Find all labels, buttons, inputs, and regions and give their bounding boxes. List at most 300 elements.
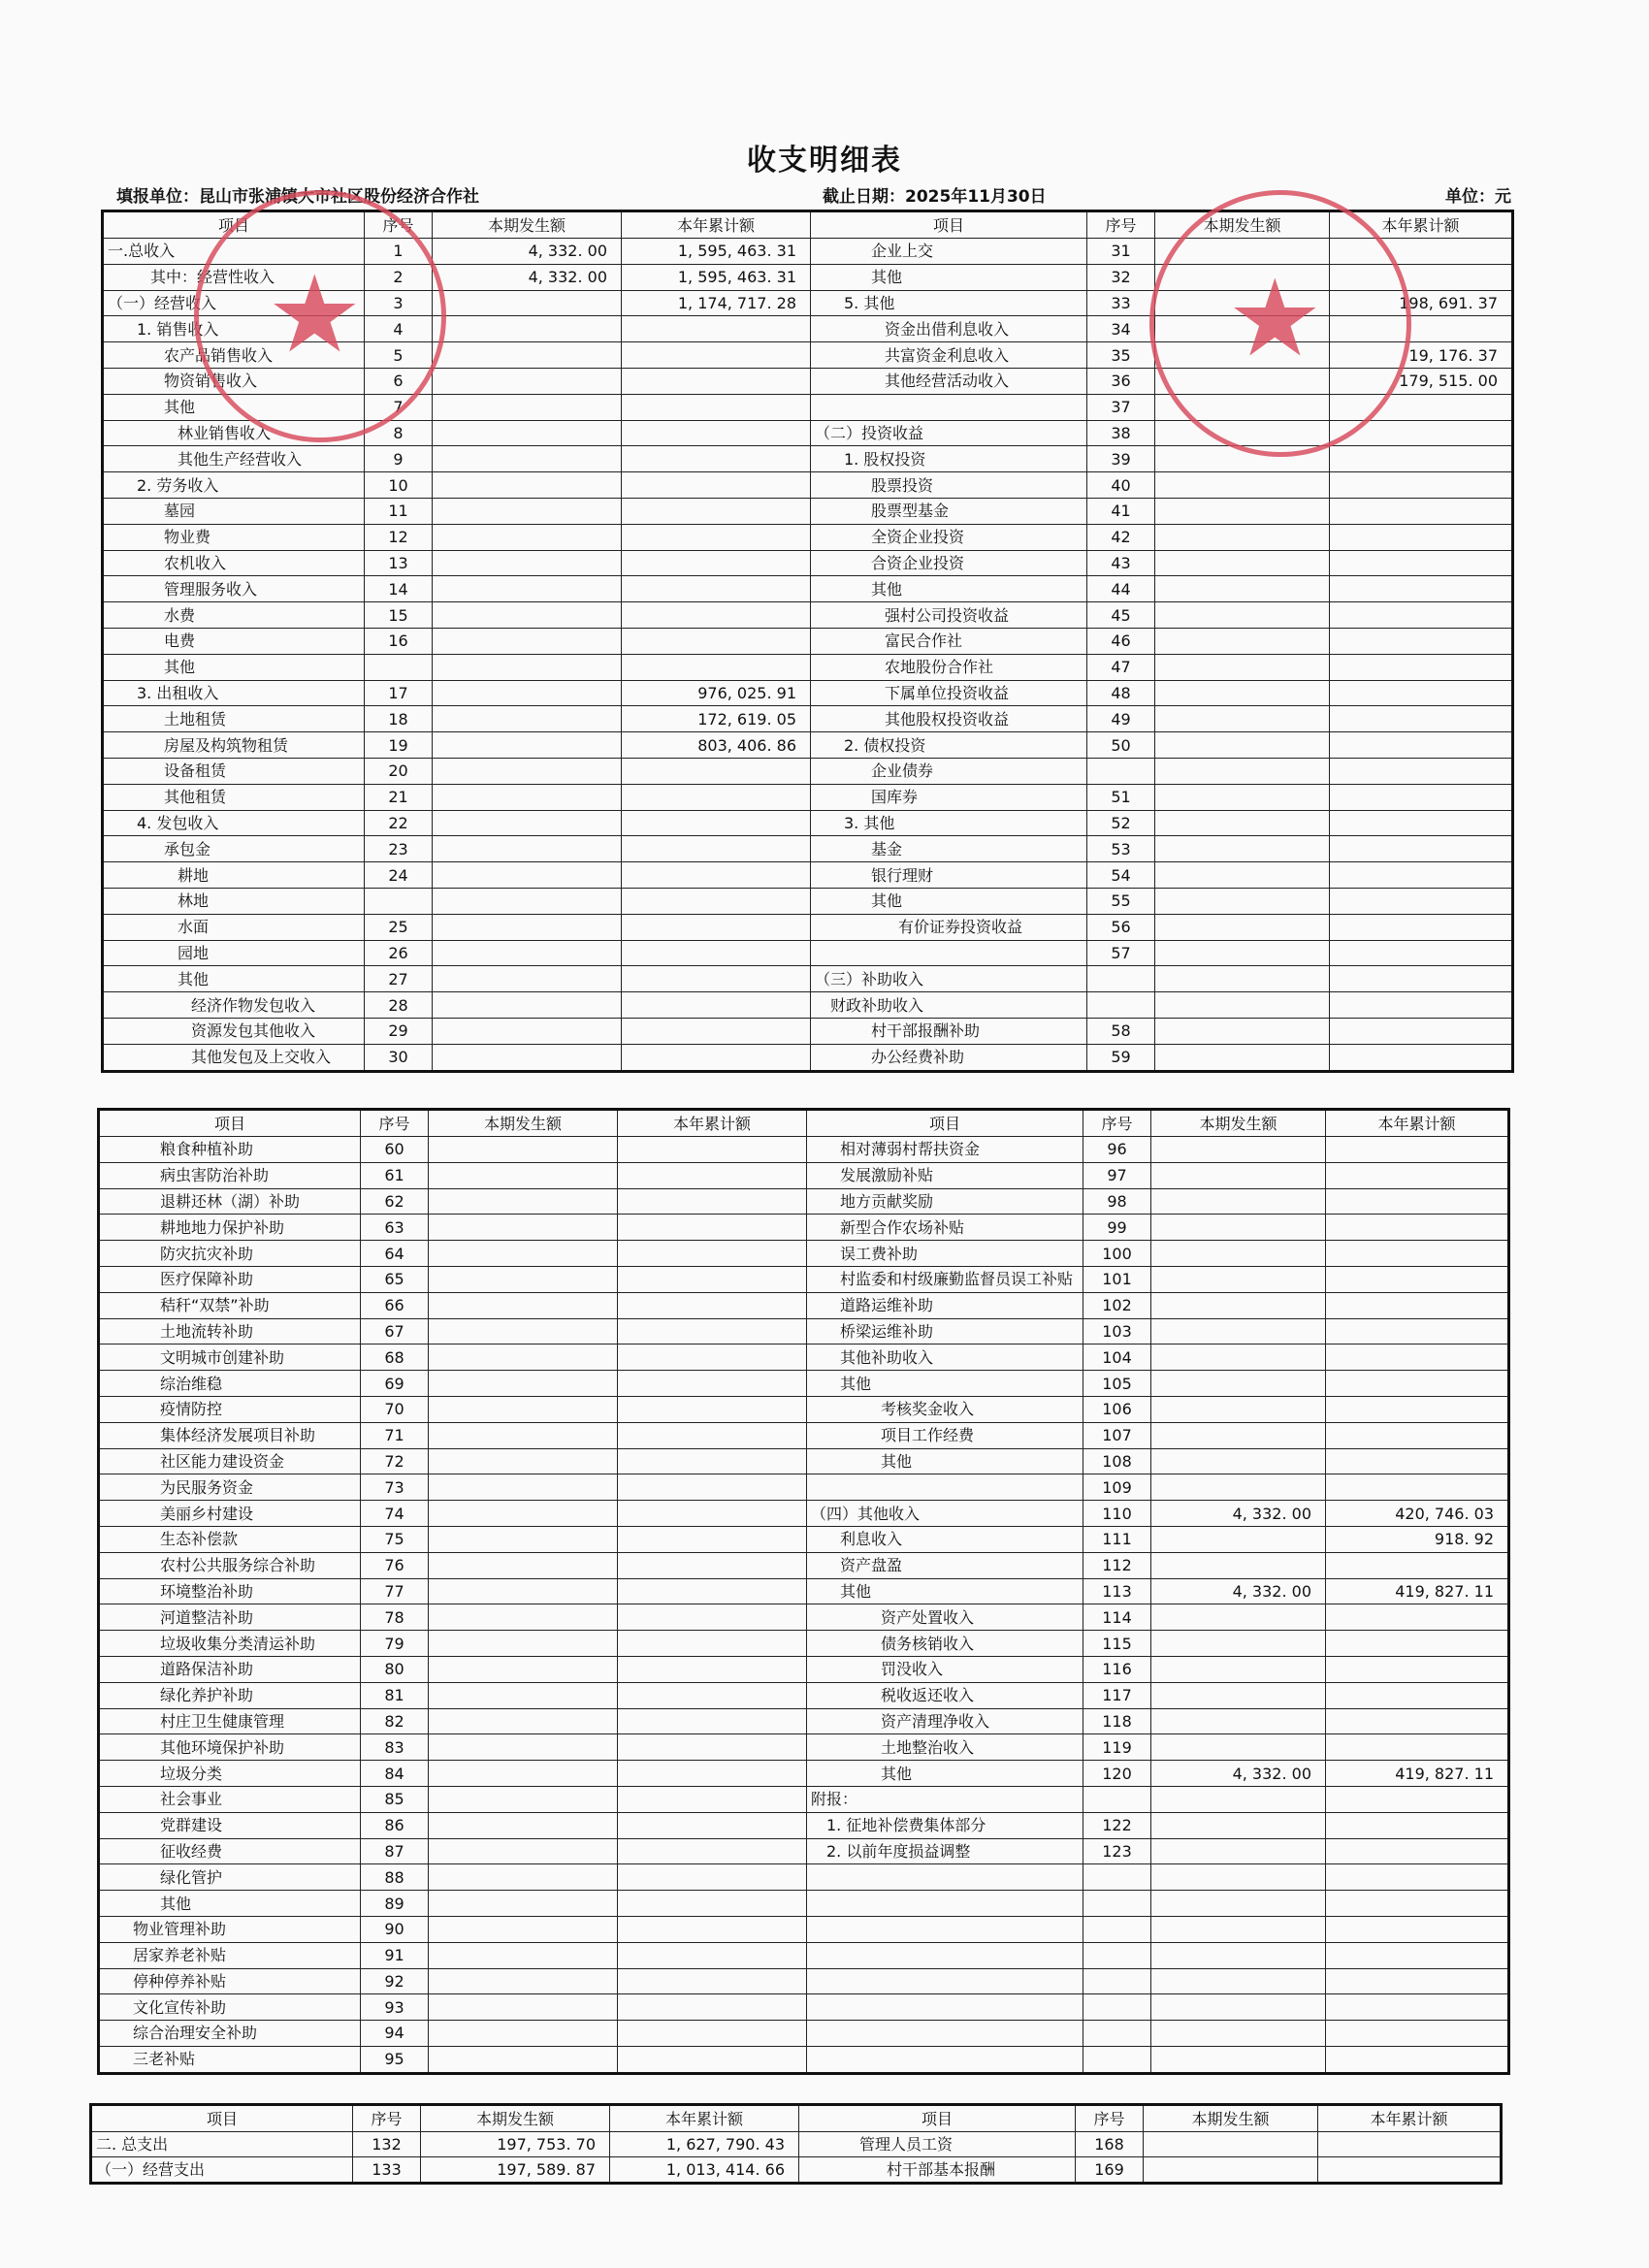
header-current: 本期发生额: [433, 211, 622, 239]
table-row: [103, 472, 1513, 499]
seq-number: 20: [365, 758, 433, 784]
ytd-amount: [1330, 758, 1513, 784]
current-amount: [1151, 2021, 1326, 2047]
item-name: （一）经营支出: [91, 2157, 353, 2184]
item-name: 水面: [103, 914, 365, 940]
current-amount: [1155, 264, 1330, 290]
current-amount: [1155, 290, 1330, 316]
table-row: [103, 602, 1513, 629]
item-name: 资产处置收入: [807, 1604, 1083, 1631]
current-amount: [429, 1292, 618, 1318]
seq-number: 91: [361, 1942, 429, 1968]
header-current: 本期发生额: [1144, 2105, 1318, 2132]
item-name: 土地租赁: [103, 706, 365, 732]
seq-number: 48: [1087, 680, 1155, 706]
seq-number: [1083, 1994, 1151, 2021]
item-name: 4. 发包收入: [103, 810, 365, 836]
table-row: [103, 1044, 1513, 1071]
seq-number: 87: [361, 1838, 429, 1864]
seq-number: 109: [1083, 1474, 1151, 1501]
ytd-amount: [1326, 1162, 1509, 1188]
ytd-amount: [1330, 239, 1513, 265]
current-amount: [429, 1578, 618, 1604]
item-name: 其他: [99, 1891, 361, 1917]
table-row: [103, 264, 1513, 290]
current-amount: [1155, 472, 1330, 499]
ytd-amount: [1326, 1682, 1509, 1708]
item-name: 共富资金利息收入: [811, 342, 1087, 369]
seq-number: 70: [361, 1396, 429, 1422]
table-row: [99, 1968, 1509, 1994]
ytd-amount: [1326, 1552, 1509, 1578]
table-row: [103, 446, 1513, 472]
ytd-amount: [1326, 2046, 1509, 2073]
current-amount: [433, 784, 622, 810]
table-row: [99, 1188, 1509, 1215]
table-row: [103, 784, 1513, 810]
item-name: 垃圾收集分类清运补助: [99, 1631, 361, 1657]
header-current: 本期发生额: [429, 1110, 618, 1137]
seq-number: 97: [1083, 1162, 1151, 1188]
ytd-amount: [618, 1162, 807, 1188]
ytd-amount: [618, 1292, 807, 1318]
current-amount: [1144, 2157, 1318, 2184]
seq-number: 33: [1087, 290, 1155, 316]
current-amount: [429, 1501, 618, 1527]
item-name: 粮食种植补助: [99, 1137, 361, 1163]
current-amount: [1155, 576, 1330, 602]
seq-number: 96: [1083, 1137, 1151, 1163]
item-name: 垃圾分类: [99, 1761, 361, 1787]
current-amount: [1151, 2046, 1326, 2073]
current-amount: [429, 1734, 618, 1761]
seq-number: 37: [1087, 394, 1155, 420]
current-amount: [1155, 758, 1330, 784]
seq-number: [1083, 1916, 1151, 1942]
table-row: [99, 1786, 1509, 1812]
current-amount: [1151, 1215, 1326, 1241]
current-amount: 4, 332. 00: [1151, 1578, 1326, 1604]
seq-number: 123: [1083, 1838, 1151, 1864]
current-amount: [433, 706, 622, 732]
table-row: [99, 1552, 1509, 1578]
ytd-amount: [1330, 862, 1513, 889]
ytd-amount: [622, 862, 811, 889]
ytd-amount: [1330, 524, 1513, 550]
seq-number: 54: [1087, 862, 1155, 889]
table-row: [99, 1708, 1509, 1734]
item-name: 相对薄弱村帮扶资金: [807, 1137, 1083, 1163]
ytd-amount: [622, 550, 811, 576]
ytd-amount: [1330, 316, 1513, 342]
header-item: 项目: [99, 1110, 361, 1137]
current-amount: [1155, 862, 1330, 889]
ytd-amount: [618, 1994, 807, 2021]
seq-number: [1087, 992, 1155, 1019]
current-amount: [1151, 1994, 1326, 2021]
table-row: [103, 290, 1513, 316]
item-name: 股票投资: [811, 472, 1087, 499]
item-name: 病虫害防治补助: [99, 1162, 361, 1188]
seq-number: 110: [1083, 1501, 1151, 1527]
seq-number: 62: [361, 1188, 429, 1215]
ytd-amount: [618, 1188, 807, 1215]
seq-number: 73: [361, 1474, 429, 1501]
ytd-amount: [1330, 706, 1513, 732]
item-name: 其他发包及上交收入: [103, 1044, 365, 1071]
current-amount: [1151, 1656, 1326, 1682]
seq-number: 50: [1087, 732, 1155, 759]
header-seq: 序号: [1087, 211, 1155, 239]
ytd-amount: [622, 914, 811, 940]
seq-number: 68: [361, 1345, 429, 1371]
ytd-amount: [622, 446, 811, 472]
current-amount: [429, 1916, 618, 1942]
ytd-amount: [622, 966, 811, 992]
ytd-amount: [622, 602, 811, 629]
ytd-amount: 976, 025. 91: [622, 680, 811, 706]
item-name: 医疗保障补助: [99, 1266, 361, 1292]
seq-number: 169: [1076, 2157, 1144, 2184]
current-amount: [433, 524, 622, 550]
ytd-amount: [1330, 602, 1513, 629]
item-name: [807, 2046, 1083, 2073]
item-name: 1. 征地补偿费集体部分: [807, 1812, 1083, 1838]
current-amount: [1151, 1266, 1326, 1292]
seq-number: [1087, 966, 1155, 992]
seq-number: 84: [361, 1761, 429, 1787]
table-row: [103, 420, 1513, 446]
current-amount: [433, 602, 622, 629]
current-amount: 4, 332. 00: [1151, 1761, 1326, 1787]
ytd-amount: [618, 1448, 807, 1474]
current-amount: [429, 1968, 618, 1994]
ytd-amount: [622, 758, 811, 784]
seq-number: 86: [361, 1812, 429, 1838]
item-name: 2. 以前年度损益调整: [807, 1838, 1083, 1864]
seq-number: 14: [365, 576, 433, 602]
item-name: 土地整治收入: [807, 1734, 1083, 1761]
seq-number: 82: [361, 1708, 429, 1734]
current-amount: [1155, 394, 1330, 420]
header-ytd: 本年累计额: [618, 1110, 807, 1137]
ytd-amount: [618, 1968, 807, 1994]
table-row: [103, 498, 1513, 524]
ytd-amount: [1326, 1188, 1509, 1215]
item-name: [807, 1942, 1083, 1968]
seq-number: 113: [1083, 1578, 1151, 1604]
item-name: 1. 销售收入: [103, 316, 365, 342]
seq-number: 75: [361, 1526, 429, 1552]
current-amount: [429, 1864, 618, 1891]
current-amount: [1155, 966, 1330, 992]
current-amount: [1155, 420, 1330, 446]
item-name: 富民合作社: [811, 628, 1087, 654]
seq-number: [1087, 758, 1155, 784]
item-name: 新型合作农场补贴: [807, 1215, 1083, 1241]
ytd-amount: [618, 1396, 807, 1422]
seq-number: 89: [361, 1891, 429, 1917]
item-name: 村庄卫生健康管理: [99, 1708, 361, 1734]
item-name: 桥梁运维补助: [807, 1318, 1083, 1345]
ytd-amount: [618, 1526, 807, 1552]
ytd-amount: [1326, 1474, 1509, 1501]
ytd-amount: 1, 595, 463. 31: [622, 239, 811, 265]
table-row: [103, 862, 1513, 889]
current-amount: [1155, 239, 1330, 265]
seq-number: 44: [1087, 576, 1155, 602]
item-name: 合资企业投资: [811, 550, 1087, 576]
current-amount: [429, 1422, 618, 1448]
current-amount: [1151, 1631, 1326, 1657]
item-name: 农机收入: [103, 550, 365, 576]
current-amount: [433, 446, 622, 472]
seq-number: 4: [365, 316, 433, 342]
stamp-star-icon: ★: [1227, 256, 1323, 380]
item-name: 企业上交: [811, 239, 1087, 265]
seq-number: 66: [361, 1292, 429, 1318]
table-row: [99, 1241, 1509, 1267]
current-amount: [433, 316, 622, 342]
item-name: （一）经营收入: [103, 290, 365, 316]
seq-number: 49: [1087, 706, 1155, 732]
table-row: [99, 1682, 1509, 1708]
ytd-amount: [1330, 784, 1513, 810]
seq-number: 118: [1083, 1708, 1151, 1734]
ytd-amount: [618, 1708, 807, 1734]
ytd-amount: [622, 836, 811, 862]
current-amount: [429, 1891, 618, 1917]
item-name: [811, 394, 1087, 420]
seq-number: 108: [1083, 1448, 1151, 1474]
item-name: 其他环境保护补助: [99, 1734, 361, 1761]
seq-number: 80: [361, 1656, 429, 1682]
current-amount: [1151, 1188, 1326, 1215]
item-name: 1. 股权投资: [811, 446, 1087, 472]
header-item: 项目: [799, 2105, 1076, 2132]
ytd-amount: [618, 1682, 807, 1708]
seq-number: 74: [361, 1501, 429, 1527]
seq-number: 43: [1087, 550, 1155, 576]
seq-number: 64: [361, 1241, 429, 1267]
item-name: 环境整治补助: [99, 1578, 361, 1604]
item-name: 有价证券投资收益: [811, 914, 1087, 940]
item-name: 党群建设: [99, 1812, 361, 1838]
ytd-amount: [622, 992, 811, 1019]
current-amount: [429, 1942, 618, 1968]
current-amount: [429, 1761, 618, 1787]
ytd-amount: [618, 2021, 807, 2047]
header-ytd: 本年累计额: [1330, 211, 1513, 239]
table-row: [99, 1604, 1509, 1631]
seq-number: 71: [361, 1422, 429, 1448]
seq-number: [365, 888, 433, 914]
item-name: 其他: [103, 654, 365, 680]
table-row: [99, 1891, 1509, 1917]
ytd-amount: 1, 174, 717. 28: [622, 290, 811, 316]
unit-label: 填报单位：昆山市张浦镇大市社区股份经济合作社: [116, 187, 479, 207]
item-name: 利息收入: [807, 1526, 1083, 1552]
current-amount: [433, 940, 622, 966]
header-ytd: 本年累计额: [622, 211, 811, 239]
seq-number: 2: [365, 264, 433, 290]
item-name: 其他租赁: [103, 784, 365, 810]
ytd-amount: [1326, 1137, 1509, 1163]
seq-number: [1083, 1968, 1151, 1994]
seq-number: 76: [361, 1552, 429, 1578]
ytd-amount: [1326, 1422, 1509, 1448]
header-seq: 序号: [361, 1110, 429, 1137]
ytd-amount: [622, 394, 811, 420]
seq-number: 116: [1083, 1656, 1151, 1682]
ytd-amount: [622, 1044, 811, 1071]
current-amount: [1155, 888, 1330, 914]
item-name: 经济作物发包收入: [103, 992, 365, 1019]
table-row: [99, 1812, 1509, 1838]
item-name: 办公经费补助: [811, 1044, 1087, 1071]
table-row: [99, 1631, 1509, 1657]
ytd-amount: [1326, 1786, 1509, 1812]
seq-number: 21: [365, 784, 433, 810]
seq-number: 102: [1083, 1292, 1151, 1318]
current-amount: [1155, 992, 1330, 1019]
seq-number: 60: [361, 1137, 429, 1163]
seq-number: 67: [361, 1318, 429, 1345]
ytd-amount: 179, 515. 00: [1330, 368, 1513, 394]
seq-number: 42: [1087, 524, 1155, 550]
table-row: [103, 888, 1513, 914]
item-name: 村监委和村级廉勤监督员误工补贴: [807, 1266, 1083, 1292]
table-row: [99, 1396, 1509, 1422]
current-amount: [429, 1994, 618, 2021]
current-amount: [429, 1682, 618, 1708]
ytd-amount: [1326, 1942, 1509, 1968]
seq-number: 58: [1087, 1018, 1155, 1044]
ytd-amount: [1326, 1734, 1509, 1761]
ytd-amount: [1326, 2021, 1509, 2047]
seq-number: 93: [361, 1994, 429, 2021]
ytd-amount: [622, 368, 811, 394]
table-row: [103, 368, 1513, 394]
current-amount: [1155, 524, 1330, 550]
ytd-amount: [1326, 1215, 1509, 1241]
item-name: 全资企业投资: [811, 524, 1087, 550]
ytd-amount: [618, 1371, 807, 1397]
ytd-amount: [618, 1345, 807, 1371]
item-name: 林地: [103, 888, 365, 914]
current-amount: [429, 1631, 618, 1657]
table-row: [99, 1916, 1509, 1942]
ytd-amount: [618, 1812, 807, 1838]
current-amount: [1151, 1448, 1326, 1474]
item-name: 一.总收入: [103, 239, 365, 265]
ytd-amount: 198, 691. 37: [1330, 290, 1513, 316]
table-row: [103, 1018, 1513, 1044]
item-name: 2. 劳务收入: [103, 472, 365, 499]
current-amount: [1151, 1734, 1326, 1761]
table-row: [99, 1578, 1509, 1604]
table-row: [103, 966, 1513, 992]
item-name: 其他经营活动收入: [811, 368, 1087, 394]
seq-number: 114: [1083, 1604, 1151, 1631]
ytd-amount: [622, 654, 811, 680]
ytd-amount: 918. 92: [1326, 1526, 1509, 1552]
ytd-amount: 419, 827. 11: [1326, 1761, 1509, 1787]
item-name: 资金出借利息收入: [811, 316, 1087, 342]
current-amount: [1151, 1162, 1326, 1188]
seq-number: 11: [365, 498, 433, 524]
current-amount: [1151, 1838, 1326, 1864]
current-amount: 197, 753. 70: [421, 2132, 610, 2157]
seq-number: 12: [365, 524, 433, 550]
current-amount: [429, 1526, 618, 1552]
ytd-amount: [1330, 264, 1513, 290]
seq-number: 18: [365, 706, 433, 732]
current-amount: [1155, 368, 1330, 394]
current-amount: [429, 2046, 618, 2073]
table-row: [99, 1474, 1509, 1501]
ytd-amount: 1, 013, 414. 66: [610, 2157, 799, 2184]
ytd-amount: [1326, 1448, 1509, 1474]
current-amount: [1151, 1396, 1326, 1422]
table-row: [103, 914, 1513, 940]
table-row: [99, 1761, 1509, 1787]
current-amount: [1151, 1891, 1326, 1917]
seq-number: 65: [361, 1266, 429, 1292]
ytd-amount: 420, 746. 03: [1326, 1501, 1509, 1527]
seq-number: 88: [361, 1864, 429, 1891]
seq-number: 95: [361, 2046, 429, 2073]
currency-label: 单位：元: [1445, 187, 1511, 207]
ytd-amount: [1330, 550, 1513, 576]
table-row: [99, 1656, 1509, 1682]
current-amount: [429, 1786, 618, 1812]
current-amount: [429, 1708, 618, 1734]
item-name: 绿化管护: [99, 1864, 361, 1891]
item-name: 强村公司投资收益: [811, 602, 1087, 629]
header-seq: 序号: [353, 2105, 421, 2132]
item-name: 农地股份合作社: [811, 654, 1087, 680]
current-amount: [429, 1656, 618, 1682]
ytd-amount: [1326, 1371, 1509, 1397]
ytd-amount: [618, 1266, 807, 1292]
table-row: [99, 1137, 1509, 1163]
item-name: （二）投资收益: [811, 420, 1087, 446]
current-amount: [1155, 654, 1330, 680]
ytd-amount: [1326, 1396, 1509, 1422]
ytd-amount: [622, 524, 811, 550]
current-amount: [429, 1448, 618, 1474]
current-amount: [429, 1371, 618, 1397]
item-name: 防灾抗灾补助: [99, 1241, 361, 1267]
current-amount: [1155, 446, 1330, 472]
current-amount: [1155, 342, 1330, 369]
seq-number: 63: [361, 1215, 429, 1241]
seq-number: 6: [365, 368, 433, 394]
seq-number: 22: [365, 810, 433, 836]
item-name: 地方贡献奖励: [807, 1188, 1083, 1215]
item-name: 居家养老补贴: [99, 1942, 361, 1968]
income-table-1: [101, 210, 1514, 1073]
header-ytd: 本年累计额: [1318, 2105, 1502, 2132]
item-name: 村干部基本报酬: [799, 2157, 1076, 2184]
table-header-row: [99, 1110, 1509, 1137]
seq-number: 39: [1087, 446, 1155, 472]
ytd-amount: [1330, 446, 1513, 472]
table-row: [103, 706, 1513, 732]
item-name: 3. 其他: [811, 810, 1087, 836]
current-amount: [433, 368, 622, 394]
